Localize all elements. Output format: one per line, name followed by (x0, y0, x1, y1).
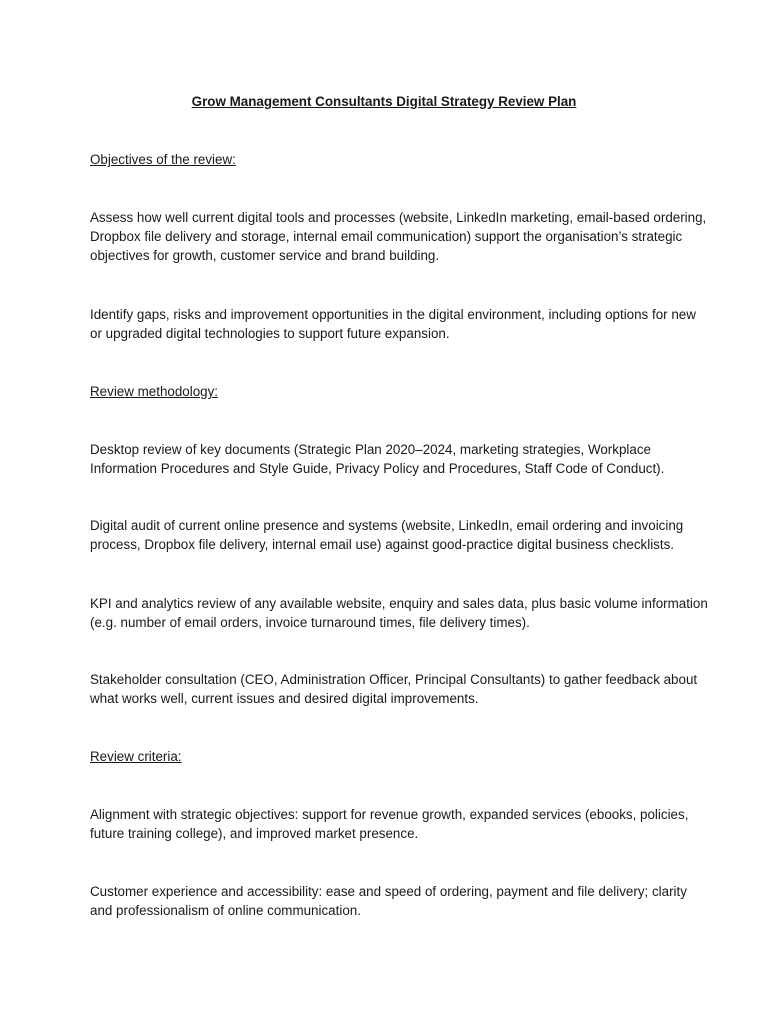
paragraph-line: Customer experience and accessibility: ease and speed of ordering, payment and file delivery; clarity (90, 884, 687, 899)
methodology-heading: Review methodology: (90, 384, 219, 399)
paragraph-line: or upgraded digital technologies to support future expansion. (90, 326, 450, 341)
paragraph-line: Information Procedures and Style Guide, Privacy Policy and Procedures, Staff Code of Conduct). (90, 461, 665, 476)
criteria-paragraph-1 (90, 805, 690, 843)
paragraph-line: Dropbox file delivery and storage, internal email communication) support the organisation’s strategic (90, 229, 683, 244)
paragraph-line: process, Dropbox file delivery, internal email use) against good-practice digital business checklists. (90, 537, 675, 552)
paragraph-line: and professionalism of online communication. (90, 903, 361, 918)
paragraph-line: Desktop review of key documents (Strategic Plan 2020–2024, marketing strategies, Workplace (90, 442, 651, 457)
paragraph-line: Identify gaps, risks and improvement opportunities in the digital environment, including options for new (90, 307, 696, 322)
criteria-heading: Review criteria: (90, 749, 182, 764)
paragraph-line: objectives for growth, customer service and brand building. (90, 248, 440, 263)
paragraph-line: Stakeholder consultation (CEO, Administration Officer, Principal Consultants) to gather feedback about (90, 672, 698, 687)
paragraph-line: Assess how well current digital tools and processes (website, LinkedIn marketing, email-based ordering, (90, 210, 707, 225)
criteria-paragraph-2 (90, 882, 690, 920)
objectives-paragraph-2 (90, 305, 696, 343)
paragraph-line: Digital audit of current online presence and systems (website, LinkedIn, email ordering and invoicing (90, 518, 684, 533)
paragraph-line: (e.g. number of email orders, invoice turnaround times, file delivery times). (90, 615, 530, 630)
methodology-paragraph-4 (90, 670, 698, 708)
paragraph-line: future training college), and improved market presence. (90, 826, 419, 841)
objectives-paragraph-1 (90, 208, 707, 265)
methodology-paragraph-2 (90, 516, 690, 554)
paragraph-line: KPI and analytics review of any available website, enquiry and sales data, plus basic volume information (90, 596, 708, 611)
methodology-paragraph-1 (90, 440, 690, 478)
paragraph-line: what works well, current issues and desired digital improvements. (90, 691, 479, 706)
objectives-heading: Objectives of the review: (90, 152, 236, 167)
paragraph-line: Alignment with strategic objectives: support for revenue growth, expanded services (ebooks, policies, (90, 807, 689, 822)
document-title: Grow Management Consultants Digital Strategy Review Plan (191, 94, 577, 109)
methodology-paragraph-3 (90, 594, 708, 632)
